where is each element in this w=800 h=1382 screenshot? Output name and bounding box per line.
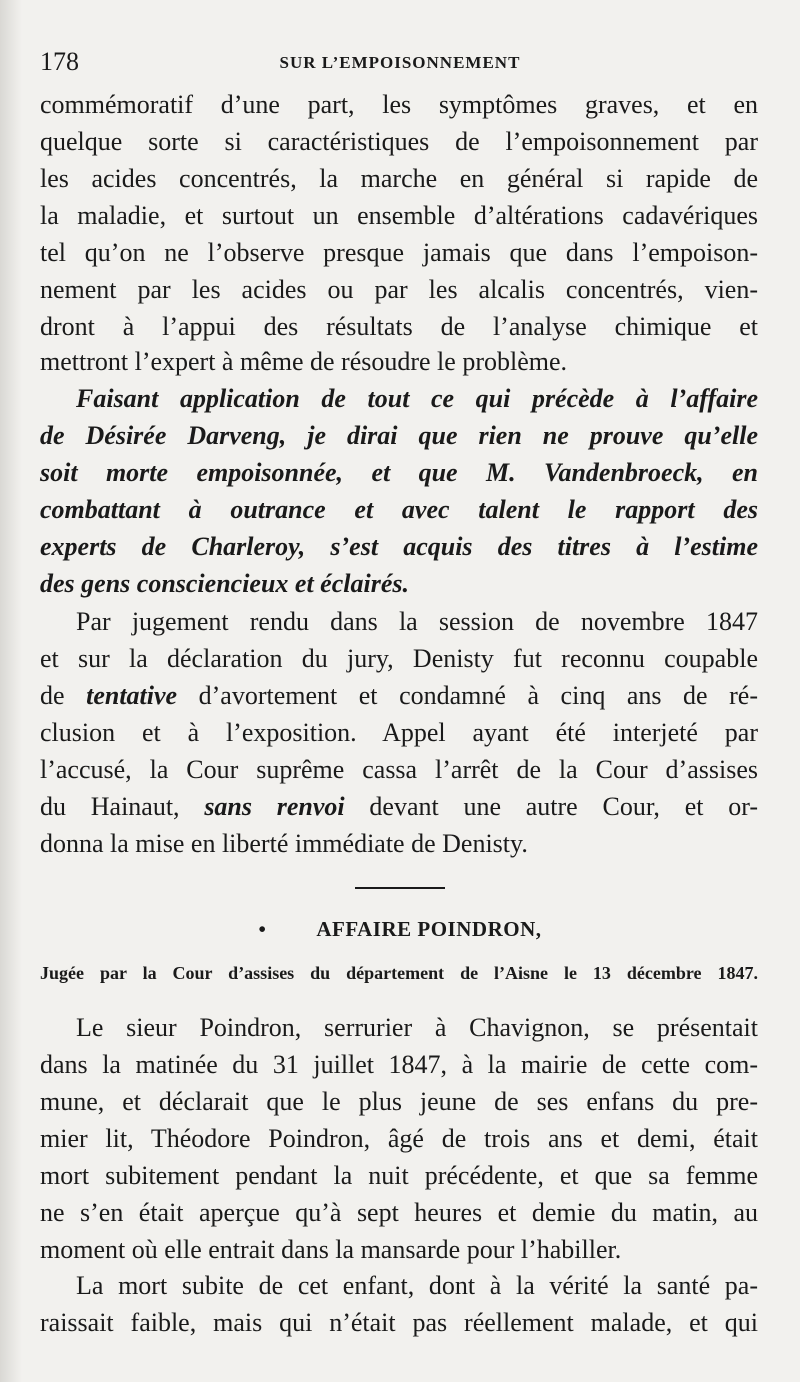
text-line: tel qu’on ne l’observe presque jamais que dans l’empoison- xyxy=(40,238,758,267)
bullet-mark: • xyxy=(258,917,267,941)
text-span: de xyxy=(40,681,87,710)
text-span: devant une autre Cour, et or- xyxy=(344,792,759,821)
section-title xyxy=(0,912,800,946)
text-span: du Hainaut, xyxy=(40,792,205,821)
text-line: et sur la déclaration du jury, Denisty fut reconnu coupable xyxy=(40,644,758,673)
text-line: Le sieur Poindron, serrurier à Chavignon, se présentait xyxy=(76,1013,758,1042)
text-line: La mort subite de cet enfant, dont à la vérité la santé pa- xyxy=(76,1271,758,1300)
text-line xyxy=(40,790,758,824)
text-line-italic: soit morte empoisonnée, et que M. Vandenbroeck, en xyxy=(40,458,758,487)
text-line-italic: experts de Charleroy, s’est acquis des titres à l’estime xyxy=(40,532,758,561)
text-line: mettront l’expert à même de résoudre le problème. xyxy=(40,347,568,376)
text-line-italic: des gens consciencieux et éclairés. xyxy=(40,569,409,598)
text-line xyxy=(40,679,758,713)
running-head: SUR L’EMPOISONNEMENT xyxy=(279,53,521,72)
text-line: clusion et à l’exposition. Appel ayant été interjeté par xyxy=(40,718,758,747)
page-header xyxy=(0,44,800,80)
section-title-text: AFFAIRE POINDRON, xyxy=(316,917,542,941)
text-line-italic: Faisant application de tout ce qui précède à l’affaire xyxy=(76,384,758,413)
page-number: 178 xyxy=(40,47,79,76)
text-line-italic: combattant à outrance et avec talent le rapport des xyxy=(40,495,758,524)
text-line: la maladie, et surtout un ensemble d’altérations cadavériques xyxy=(40,201,758,230)
italic-text: sans renvoi xyxy=(204,792,345,821)
italic-text: tentative xyxy=(86,681,178,710)
text-line-italic: de Désirée Darveng, je dirai que rien ne prouve qu’elle xyxy=(40,421,758,450)
section-divider xyxy=(355,887,445,889)
text-line: ne s’en était aperçue qu’à sept heures et demie du matin, au xyxy=(40,1198,758,1227)
text-line: quelque sorte si caractéristiques de l’empoisonnement par xyxy=(40,127,758,156)
text-line: nement par les acides ou par les alcalis concentrés, vien- xyxy=(40,275,758,304)
text-line: dans la matinée du 31 juillet 1847, à la mairie de cette com- xyxy=(40,1050,758,1079)
section-subtitle: Jugée par la Cour d’assises du département de l’Aisne le 13 décembre 1847. xyxy=(40,963,758,983)
text-span: d’avortement et condamné à cinq ans de ré- xyxy=(177,681,758,710)
text-line: mier lit, Théodore Poindron, âgé de trois ans et demi, était xyxy=(40,1124,758,1153)
text-line: les acides concentrés, la marche en général si rapide de xyxy=(40,164,758,193)
text-line: mune, et déclarait que le plus jeune de ses enfans du pre- xyxy=(40,1087,758,1116)
text-line: commémoratif d’une part, les symptômes graves, et en xyxy=(40,90,758,119)
text-line: dront à l’appui des résultats de l’analyse chimique et xyxy=(40,312,758,341)
text-line: moment où elle entrait dans la mansarde pour l’habiller. xyxy=(40,1235,622,1264)
text-line: donna la mise en liberté immédiate de Denisty. xyxy=(40,829,528,858)
text-line: raissait faible, mais qui n’était pas réellement malade, et qui xyxy=(40,1308,758,1337)
text-line: Par jugement rendu dans la session de novembre 1847 xyxy=(76,607,758,636)
spine-shadow xyxy=(0,0,22,1382)
text-line: l’accusé, la Cour suprême cassa l’arrêt de la Cour d’assises xyxy=(40,755,758,784)
text-line: mort subitement pendant la nuit précédente, et que sa femme xyxy=(40,1161,758,1190)
